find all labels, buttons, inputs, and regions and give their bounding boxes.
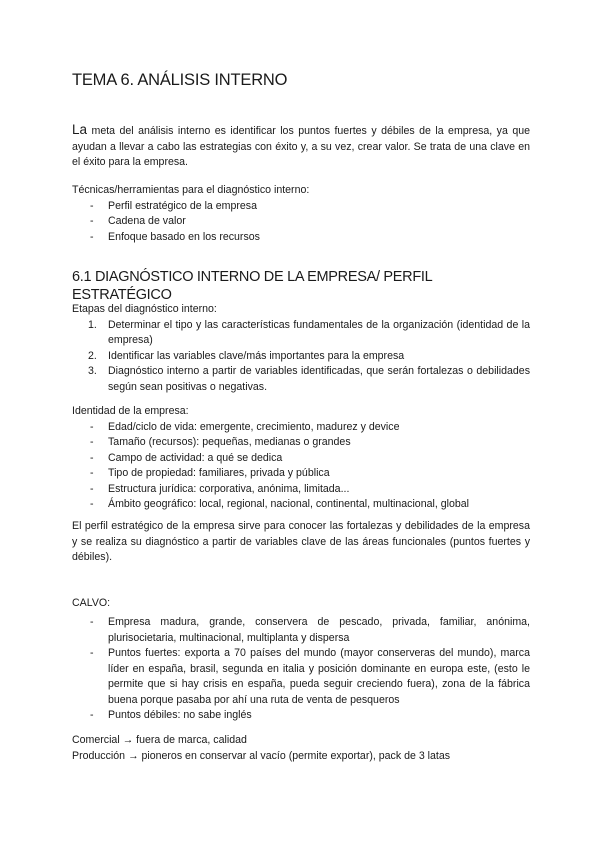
- list-item: 3. Diagnóstico interno a partir de variables identificadas, que serán fortalezas o debilidades según sean positivas o negativas.: [88, 365, 530, 393]
- list-item: - Enfoque basado en los recursos: [72, 230, 530, 246]
- area-line-comercial: Comercial → fuera de marca, calidad: [72, 734, 247, 746]
- section-title: 6.1 DIAGNÓSTICO INTERNO DE LA EMPRESA/ PERFIL ESTRATÉGICO: [72, 269, 432, 303]
- tools-heading: Técnicas/herramientas para el diagnóstico interno:: [72, 184, 310, 196]
- dash-marker: -: [90, 215, 94, 227]
- list-item: - Estructura jurídica: corporativa, anónima, limitada...: [90, 482, 350, 495]
- list-item: - Perfil estratégico de la empresa: [72, 199, 530, 215]
- intro-text: meta del análisis interno es identificar los puntos fuertes y débiles de la empresa, ya que ayudan a llevar a cabo las estrategias con éxito y, a su vez, crear valor. Se trata de una clave en el éxito para la empresa.: [72, 125, 530, 168]
- list-item: - Puntos débiles: no sabe inglés: [90, 709, 252, 721]
- calvo-list: [72, 615, 530, 724]
- stages-heading: Etapas del diagnóstico interno:: [72, 303, 217, 315]
- list-item: - Edad/ciclo de vida: emergente, crecimiento, madurez y device: [90, 420, 400, 433]
- list-item: - Puntos fuertes: exporta a 70 países del mundo (mayor conserveras del mundo), marca líder en españa, brasil, segunda en italia y posición dominante en europa este, (esto le permite que si hay crisis en españa, pueda seguir creciendo fuera), zona de la fábrica buena porque pasaba por ahí una ruta de venta de pesqueros: [90, 647, 530, 706]
- list-item: - Cadena de valor: [72, 214, 530, 230]
- page-title: TEMA 6. ANÁLISIS INTERNO: [72, 71, 288, 89]
- list-item: - Empresa madura, grande, conservera de pescado, privada, familiar, anónima, plurisocietaria, multinacional, multiplanta y dispersa: [90, 616, 530, 644]
- tools-list: [72, 199, 530, 246]
- tools-block: [72, 183, 530, 245]
- stages-list: [72, 318, 530, 396]
- dash-marker: -: [90, 199, 94, 212]
- area-line-produccion: Producción → pioneros en conservar al vacío (permite exportar), pack de 3 latas: [72, 749, 451, 762]
- identity-block: [72, 404, 530, 513]
- identity-list: [72, 420, 530, 513]
- list-item: - Ámbito geográfico: local, regional, nacional, continental, multinacional, global: [90, 498, 469, 510]
- stages-block: [72, 302, 530, 395]
- list-item: - Tamaño (recursos): pequeñas, medianas o grandes: [90, 436, 351, 448]
- calvo-heading: CALVO:: [72, 597, 111, 609]
- list-item: - Campo de actividad: a qué se dedica: [90, 451, 283, 464]
- calvo-block: [72, 615, 530, 724]
- intro-initial: La: [72, 122, 88, 137]
- list-item: - Tipo de propiedad: familiares, privada y pública: [90, 467, 330, 479]
- list-item: 1. Determinar el tipo y las características fundamentales de la organización (identidad de la empresa): [88, 318, 530, 346]
- areas-block: [72, 733, 530, 764]
- dash-marker: -: [90, 230, 94, 243]
- identity-heading: Identidad de la empresa:: [72, 405, 189, 417]
- list-item: 2. Identificar las variables clave/más importantes para la empresa: [88, 349, 405, 362]
- profile-paragraph: El perfil estratégico de la empresa sirve para conocer las fortalezas y debilidades de la empresa y se realiza su diagnóstico a partir de variables clave de las áreas funcionales (puntos fuertes y débiles).: [72, 520, 530, 563]
- intro-paragraph: [72, 122, 530, 171]
